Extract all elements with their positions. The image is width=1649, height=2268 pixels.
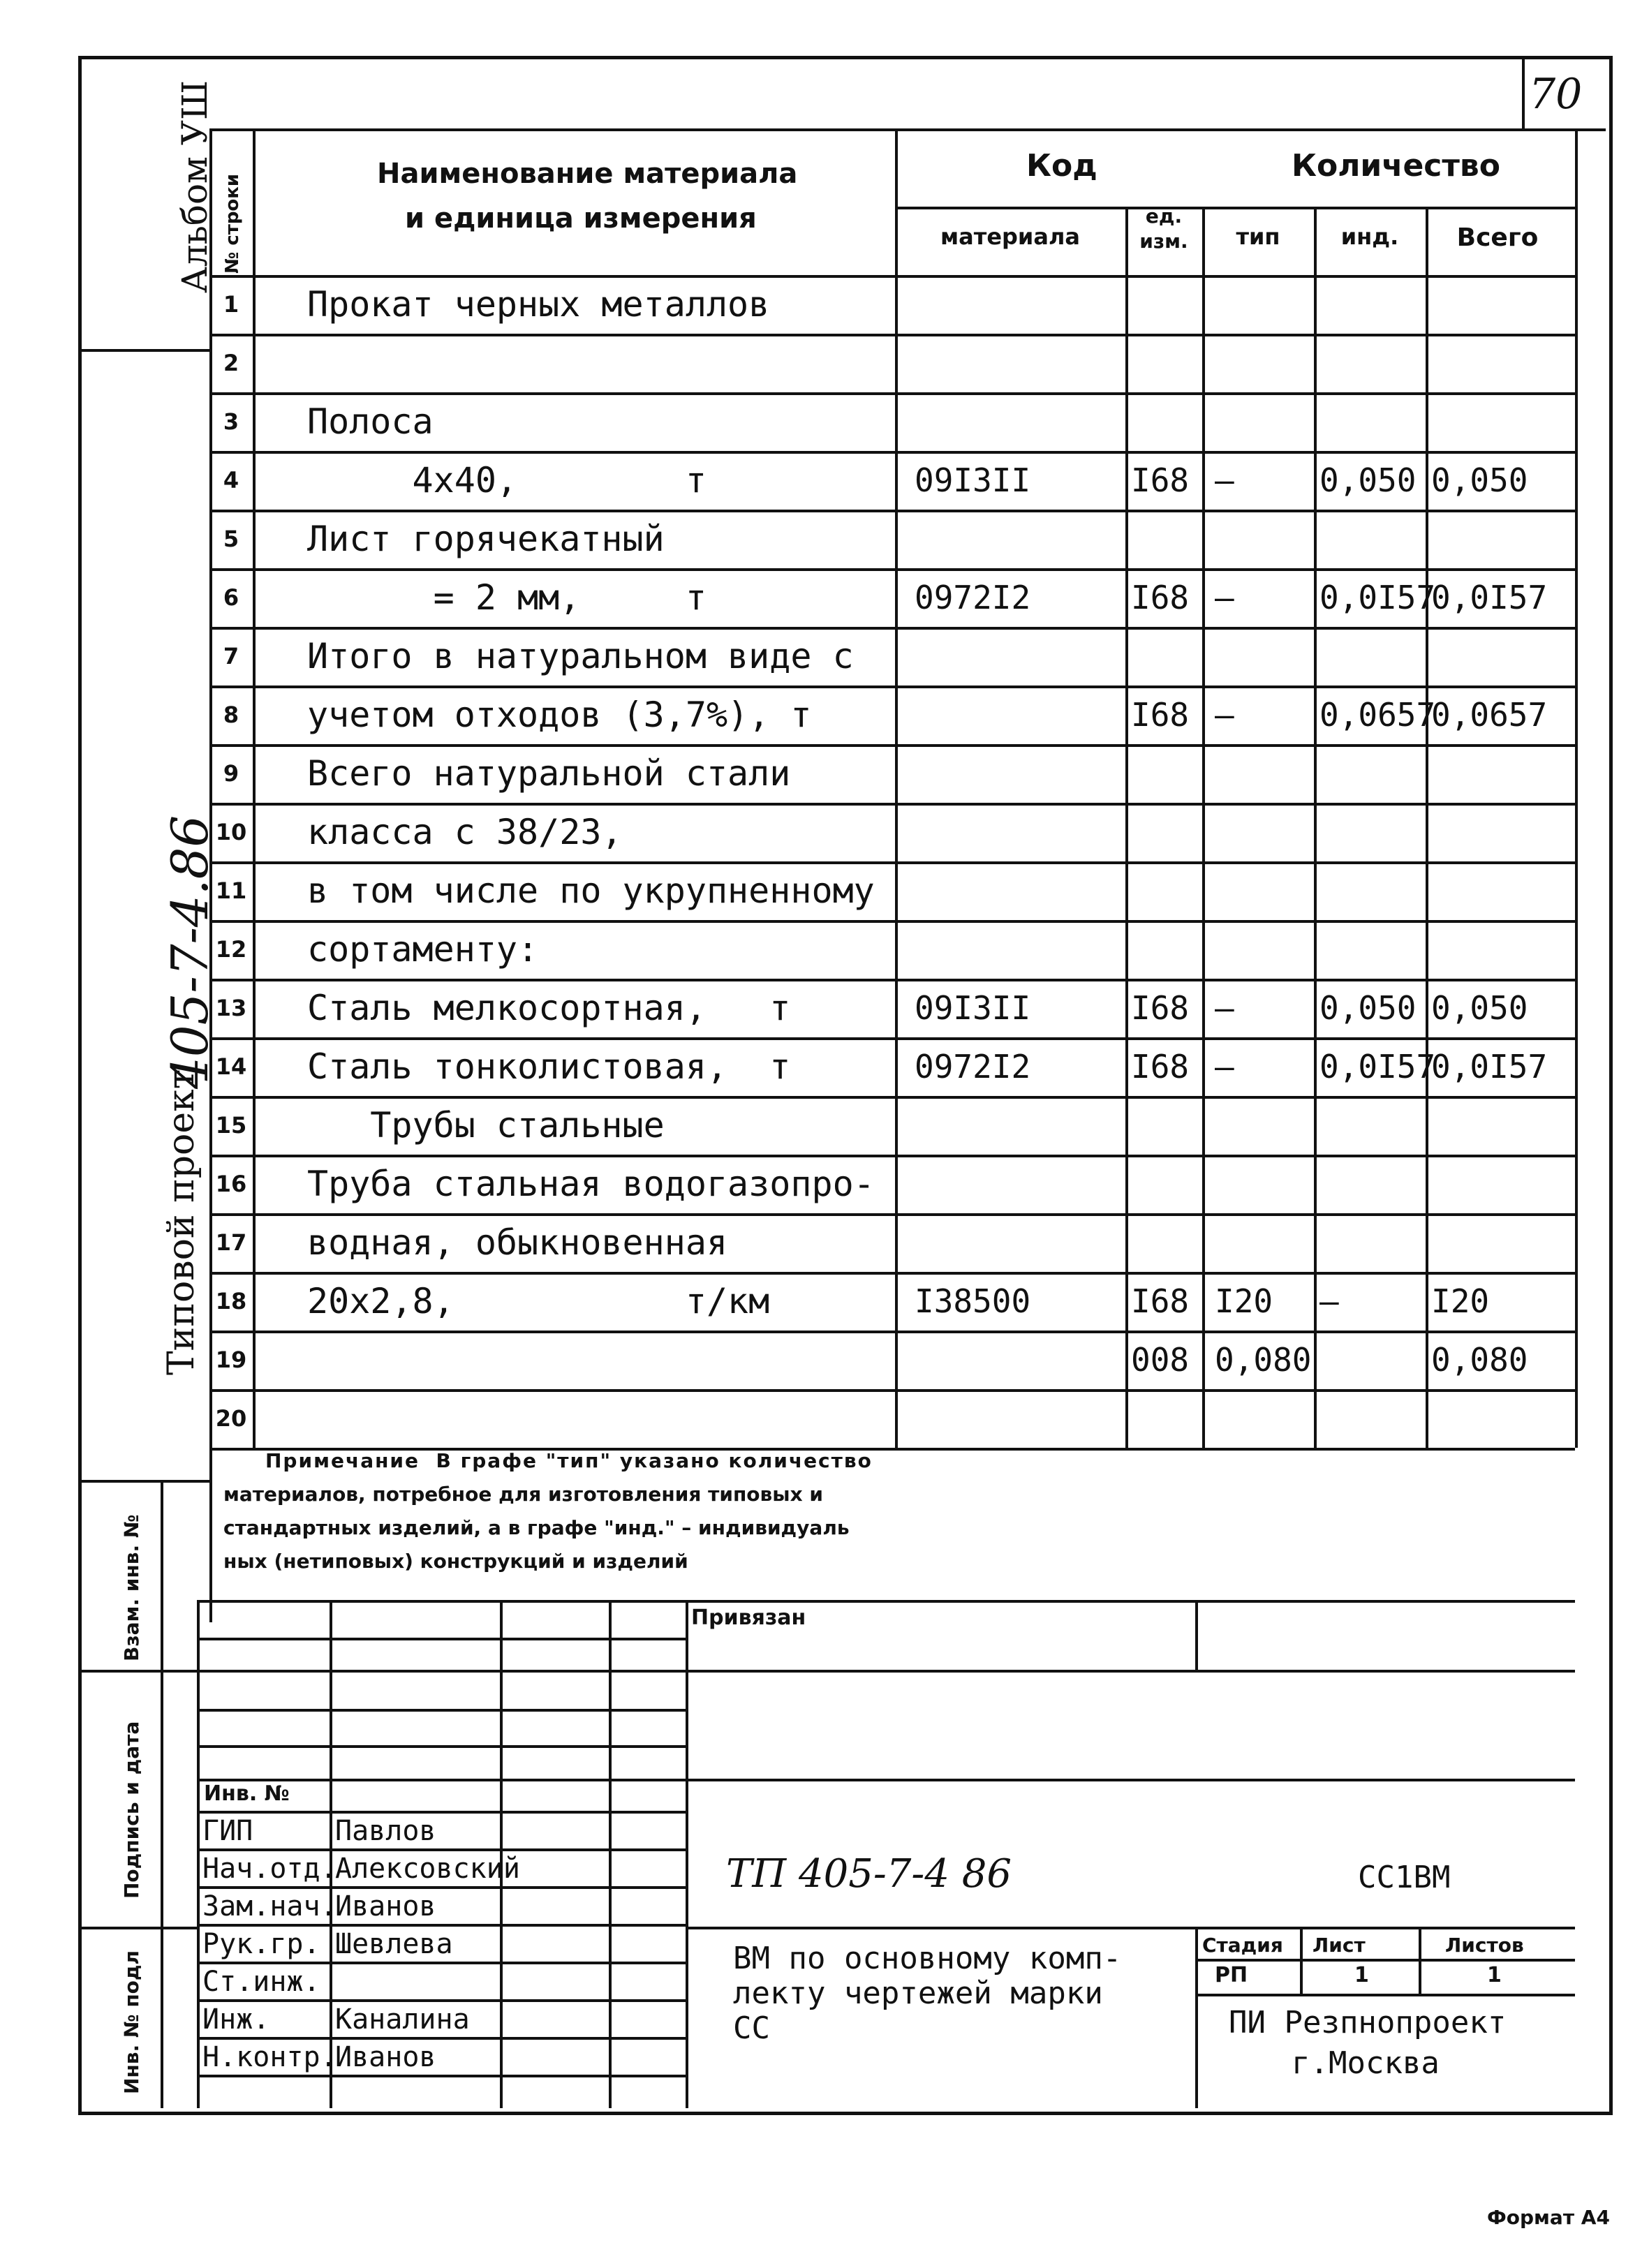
row-name: в том числе по укрупненному: [307, 870, 875, 911]
row-total: 0,080: [1431, 1341, 1528, 1379]
tb-staff-line: [197, 1848, 686, 1851]
row-number: 17: [215, 1229, 247, 1256]
row-number: 6: [223, 584, 239, 611]
note-line-4: ных (нетиповых) конструкций и изделий: [223, 1550, 688, 1573]
staff-role: Зам.нач.: [202, 1890, 337, 1922]
row-number: 11: [215, 877, 247, 904]
note-line-1: Примечание В графе "тип" указано количество: [265, 1449, 873, 1472]
row-number: 4: [223, 467, 239, 494]
row-code: 09I3II: [915, 989, 1031, 1027]
bottom-side-line: [161, 1480, 163, 2108]
tb-org-l2: г.Москва: [1292, 2045, 1440, 2081]
header-type: тип: [1236, 223, 1280, 250]
header-unit: ед. изм.: [1139, 205, 1188, 253]
tb-inv-no: Инв. №: [204, 1781, 290, 1806]
tb-staff-line: [197, 2075, 686, 2077]
row-code: 0972I2: [915, 1048, 1031, 1085]
row-type: I20: [1215, 1282, 1273, 1320]
tb-title-l1: ВМ по основному комп-: [733, 1941, 1122, 1976]
tb-staff-line: [197, 1811, 686, 1814]
row-number: 9: [223, 760, 239, 787]
row-number: 18: [215, 1288, 247, 1314]
row-code: 09I3II: [915, 461, 1031, 499]
row-total: 0,0657: [1431, 696, 1548, 734]
row-name: = 2 мм, т: [307, 577, 707, 618]
row-number: 8: [223, 702, 239, 728]
bottom-side-div1: [78, 1480, 209, 1483]
bottom-side-div3: [78, 1927, 197, 1929]
tb-staff-line: [197, 1999, 686, 2002]
tb-doc-number: ТП 405-7-4 86: [726, 1851, 1012, 1897]
row-name: 20x2,8, т/км: [307, 1281, 770, 1321]
row-number: 2: [223, 350, 239, 376]
row-number: 3: [223, 408, 239, 435]
tb-doc-mark: СС1ВМ: [1358, 1860, 1451, 1895]
row-name: Труба стальная водогазопро-: [307, 1164, 875, 1204]
row-unit: I68: [1131, 1048, 1190, 1085]
side-album: Альбом УШ: [175, 80, 215, 293]
row-ind: 0,050: [1319, 989, 1417, 1027]
bottom-side-line2: [197, 1600, 200, 2108]
row-total: 0,050: [1431, 461, 1528, 499]
row-type: –: [1215, 1048, 1234, 1085]
tb-col: [609, 1600, 612, 2108]
row-name: Итого в натуральном виде с: [307, 636, 854, 676]
row-name: Прокат черных металлов: [307, 284, 770, 325]
tb-col: [686, 1600, 688, 2108]
row-number: 12: [215, 936, 247, 963]
row-code: I38500: [915, 1282, 1031, 1320]
tb-line: [197, 1745, 686, 1748]
row-line: [209, 334, 1575, 336]
bottom-side-div2: [78, 1670, 197, 1673]
row-type: 0,080: [1215, 1341, 1312, 1379]
row-name: Сталь тонколистовая, т: [307, 1046, 791, 1087]
staff-role: Ст.инж.: [202, 1966, 320, 1998]
row-total: 0,050: [1431, 989, 1528, 1027]
tb-line: [197, 1670, 1575, 1673]
row-number: 13: [215, 995, 247, 1021]
row-number: 1: [223, 291, 239, 318]
header-name-line1: Наименование материала: [377, 158, 798, 190]
header-code: Код: [1026, 148, 1097, 184]
tb-line: [197, 1709, 686, 1712]
row-type: –: [1215, 989, 1234, 1027]
tb-col: [1195, 1927, 1198, 2108]
side-podpis-data: Подпись и дата: [120, 1721, 143, 1899]
note-left-line: [209, 1448, 212, 1622]
row-total: 0,0I57: [1431, 1048, 1548, 1085]
tb-staff-line: [197, 2037, 686, 2040]
staff-name: Павлов: [335, 1815, 436, 1847]
tb-sheets-label: Листов: [1445, 1934, 1524, 1957]
side-project-label: Типовой проект: [161, 1069, 202, 1375]
page-number-divider: [1522, 56, 1525, 128]
col-line: [1314, 207, 1317, 1448]
staff-role: Инж.: [202, 2003, 270, 2036]
note-line-2: материалов, потребное для изготовления типовых и: [223, 1483, 823, 1506]
row-code: 0972I2: [915, 579, 1031, 616]
staff-role: ГИП: [202, 1815, 253, 1847]
note-line-3: стандартных изделий, а в графе "инд." – индивидуаль: [223, 1516, 850, 1539]
col-line: [1202, 207, 1205, 1448]
row-name: учетом отходов (3,7%), т: [307, 695, 812, 735]
row-number: 14: [215, 1053, 247, 1080]
tb-line: [1195, 1959, 1575, 1962]
staff-name: Шевлева: [335, 1928, 453, 1960]
staff-role: Нач.отд.: [202, 1853, 337, 1885]
row-type: –: [1215, 696, 1234, 734]
row-number: 16: [215, 1171, 247, 1197]
tb-stage-label: Стадия: [1202, 1934, 1283, 1957]
row-unit: I68: [1131, 579, 1190, 616]
row-unit: I68: [1131, 1282, 1190, 1320]
side-inv-podl: Инв. № подл: [120, 1950, 143, 2094]
row-ind: 0,050: [1319, 461, 1417, 499]
tb-col: [1300, 1927, 1303, 1994]
row-type: –: [1215, 579, 1234, 616]
tb-sheets: 1: [1487, 1963, 1502, 1987]
tb-sheet: 1: [1354, 1963, 1369, 1987]
header-material: материала: [940, 223, 1080, 250]
row-number: 7: [223, 643, 239, 669]
side-strip-divider: [78, 349, 209, 352]
col-line: [253, 128, 256, 1448]
row-name: 4x40, т: [307, 460, 707, 501]
tb-line: [686, 1927, 1575, 1929]
row-total: I20: [1431, 1282, 1490, 1320]
tb-staff-line: [197, 1886, 686, 1889]
row-unit: I68: [1131, 461, 1190, 499]
row-name: Сталь мелкосортная, т: [307, 988, 791, 1028]
row-name: Всего натуральной стали: [307, 753, 791, 794]
row-ind: 0,0I57: [1319, 1048, 1436, 1085]
row-line: [209, 1389, 1575, 1392]
staff-name: Алексовский: [335, 1853, 520, 1885]
row-number: 19: [215, 1347, 247, 1373]
staff-name: Иванов: [335, 1890, 436, 1922]
header-name-line2: и единица измерения: [405, 202, 757, 235]
tb-sheet-label: Лист: [1312, 1934, 1366, 1957]
row-name: Полоса: [307, 401, 434, 442]
row-number: 10: [215, 819, 247, 845]
tb-staff-line: [197, 1962, 686, 1964]
tb-privyazan: Привязан: [691, 1606, 806, 1630]
tb-line: [1195, 1994, 1575, 1996]
staff-name: Каналина: [335, 2003, 470, 2036]
side-vzam: Взам. инв. №: [120, 1514, 143, 1661]
tb-stage: РП: [1215, 1963, 1248, 1987]
tb-col: [1419, 1927, 1421, 1994]
col-line: [1426, 207, 1428, 1448]
tb-staff-line: [197, 1924, 686, 1927]
row-unit: I68: [1131, 696, 1190, 734]
col-line: [1575, 128, 1578, 1448]
header-ind: инд.: [1340, 223, 1399, 250]
col-line: [895, 128, 898, 1448]
tb-org-l1: ПИ Резпнопроект: [1229, 2005, 1507, 2040]
row-ind: –: [1319, 1282, 1339, 1320]
row-name: сортаменту:: [307, 929, 539, 970]
row-line: [209, 1331, 1575, 1333]
col-line: [1125, 207, 1128, 1448]
tb-title-l2: лекту чертежей марки: [733, 1976, 1103, 2011]
format-label: Формат А4: [1487, 2206, 1610, 2229]
staff-role: Рук.гр.: [202, 1928, 320, 1960]
header-total: Всего: [1456, 223, 1539, 252]
row-name: класса с 38/23,: [307, 812, 623, 852]
row-number: 20: [215, 1405, 247, 1432]
row-ind: 0,0657: [1319, 696, 1436, 734]
tb-title-l3: СС: [733, 2010, 770, 2046]
side-project-code: 405-7-4.86: [161, 815, 219, 1089]
header-n-rows: № строки: [222, 173, 243, 274]
row-total: 0,0I57: [1431, 579, 1548, 616]
tb-line: [197, 1638, 686, 1640]
row-number: 5: [223, 526, 239, 552]
staff-name: Иванов: [335, 2041, 436, 2073]
row-name: Лист горячекатный: [307, 519, 665, 559]
row-unit: 008: [1131, 1341, 1190, 1379]
page-number: 70: [1529, 70, 1583, 119]
staff-role: Н.контр.: [202, 2041, 337, 2073]
table-top-line: [209, 128, 1575, 131]
row-number: 15: [215, 1112, 247, 1139]
row-type: –: [1215, 461, 1234, 499]
row-name: Трубы стальные: [307, 1105, 665, 1146]
header-quantity: Количество: [1292, 148, 1500, 184]
tb-col: [1195, 1600, 1198, 1670]
tb-line: [197, 1779, 1575, 1781]
row-name: водная, обыкновенная: [307, 1222, 728, 1263]
row-unit: I68: [1131, 989, 1190, 1027]
row-ind: 0,0I57: [1319, 579, 1436, 616]
tb-top: [197, 1600, 1575, 1603]
header-mid-line-code: [895, 207, 1125, 209]
